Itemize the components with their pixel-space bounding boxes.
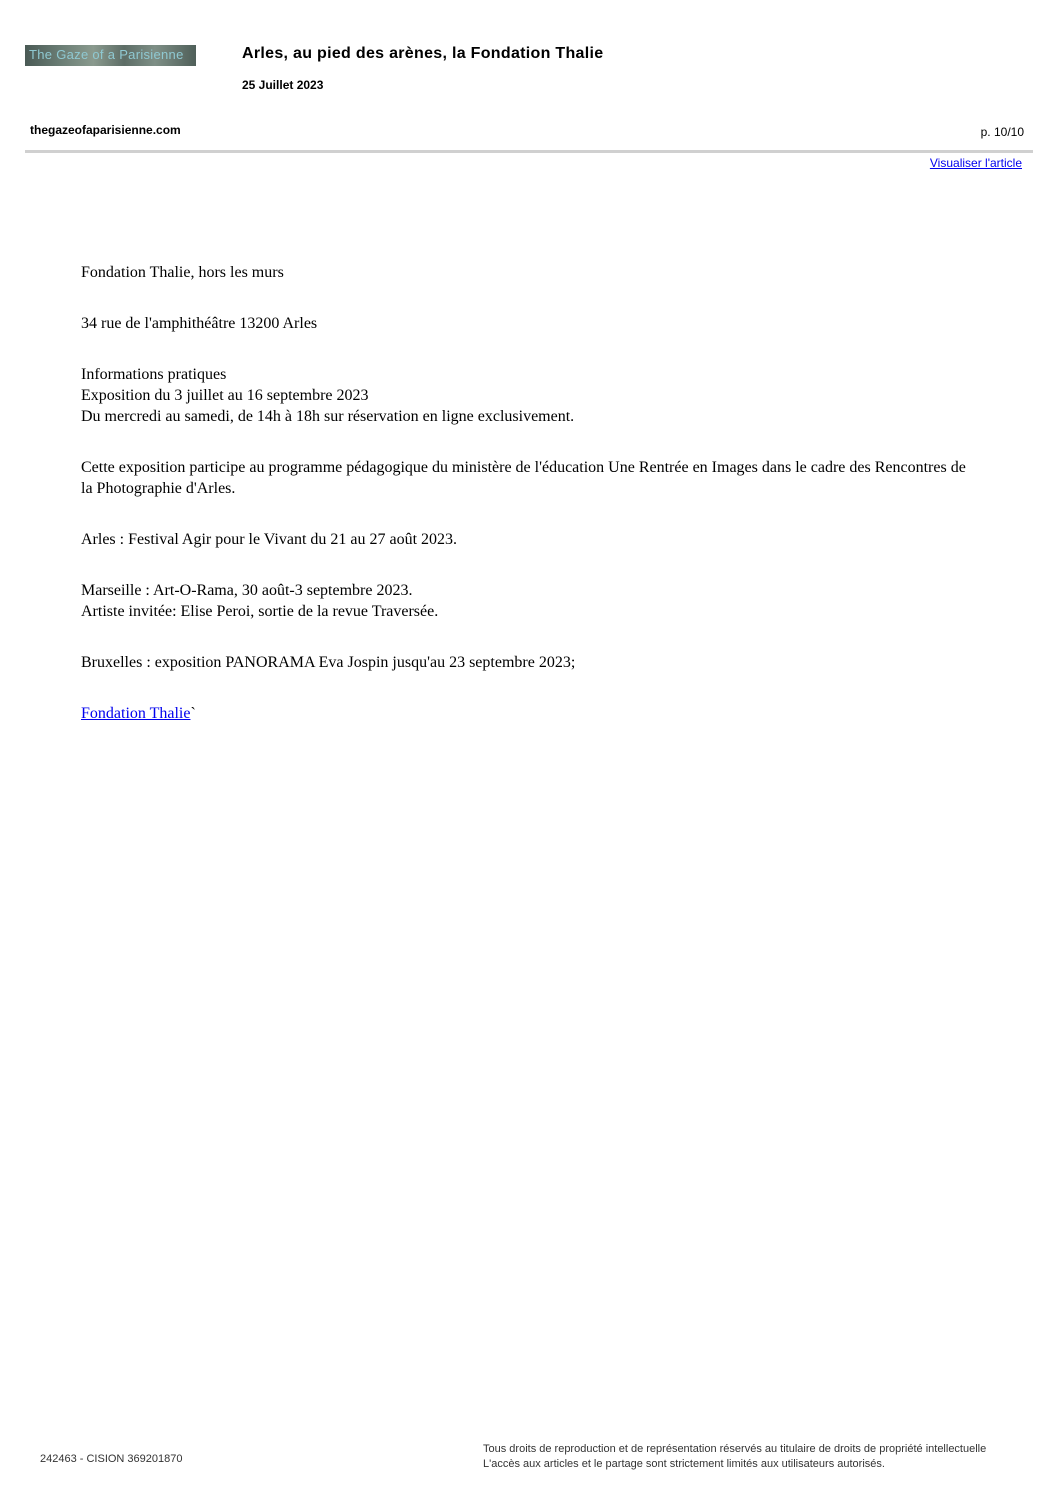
info-heading: Informations pratiques	[81, 366, 227, 383]
foundation-link-line	[81, 703, 981, 724]
header-divider	[25, 150, 1033, 153]
page-number: p. 10/10	[980, 125, 1024, 139]
marseille-artist: Artiste invitée: Elise Peroi, sortie de la revue Traversée.	[81, 603, 439, 620]
info-dates: Exposition du 3 juillet au 16 septembre 2023	[81, 387, 369, 404]
article-body	[81, 262, 981, 724]
program-paragraph: Cette exposition participe au programme pédagogique du ministère de l'éducation Une Rentrée en Images dans le cadre des Rencontres de la Photographie d'Arles.	[81, 459, 966, 497]
bruxelles-event: Bruxelles : exposition PANORAMA Eva Jospin jusqu'au 23 septembre 2023;	[81, 654, 576, 671]
rights-line-1: Tous droits de reproduction et de représentation réservés au titulaire de droits de propriété intellectuelle	[483, 1443, 987, 1455]
footer-rights	[483, 1442, 986, 1472]
address-line: 34 rue de l'amphithéâtre 13200 Arles	[81, 315, 318, 332]
marseille-event: Marseille : Art-O-Rama, 30 août-3 septembre 2023.	[81, 582, 413, 599]
foundation-link[interactable]: Fondation Thalie	[81, 705, 191, 722]
logo-text: The Gaze of a Parisienne	[29, 47, 184, 62]
link-suffix: `	[190, 705, 196, 722]
article-title: Arles, au pied des arènes, la Fondation Thalie	[242, 45, 604, 62]
info-hours: Du mercredi au samedi, de 14h à 18h sur réservation en ligne exclusivement.	[81, 408, 575, 425]
rights-line-2: L'accès aux articles et le partage sont strictement limités aux utilisateurs autorisés.	[483, 1458, 885, 1470]
footer-id: 242463 - CISION 369201870	[40, 1453, 183, 1465]
site-logo	[25, 45, 196, 66]
source-site: thegazeofaparisienne.com	[30, 123, 181, 137]
article-date: 25 Juillet 2023	[242, 78, 324, 92]
venue-line: Fondation Thalie, hors les murs	[81, 264, 284, 281]
arles-event: Arles : Festival Agir pour le Vivant du 21 au 27 août 2023.	[81, 531, 458, 548]
view-article-link[interactable]: Visualiser l'article	[929, 156, 1022, 170]
